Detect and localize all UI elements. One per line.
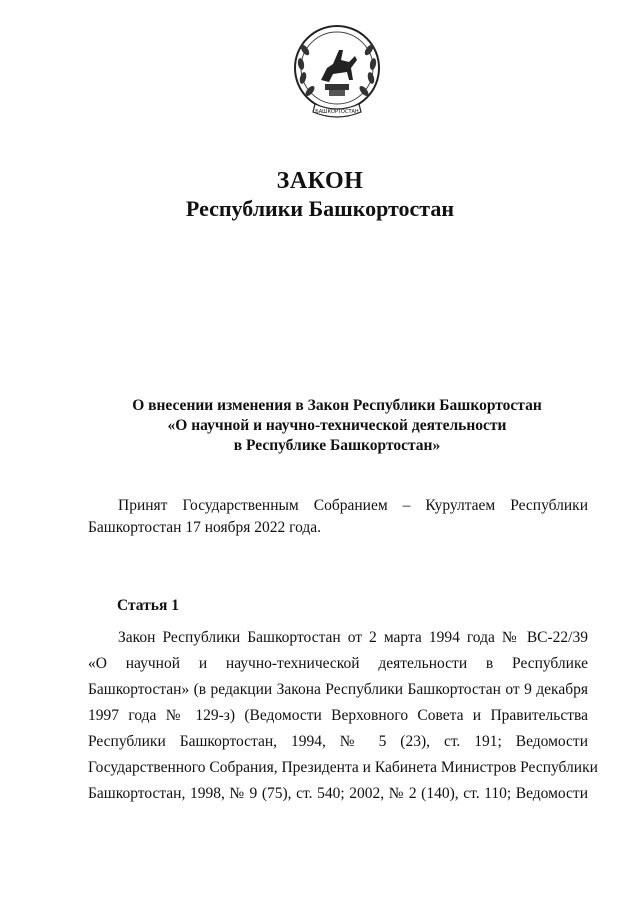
document-issuer-title: Республики Башкортостан <box>185 196 455 221</box>
adoption-line: Башкортостан 17 ноября 2022 года. <box>88 519 322 536</box>
article-line: Республики Башкортостан, 1994, № 5 (23), ст. 191; Ведомости <box>88 733 588 750</box>
law-subject <box>60 396 614 456</box>
adoption-line: Принят Государственным Собранием – Курултаем Республики <box>118 497 588 514</box>
document-type-title: ЗАКОН <box>276 168 364 194</box>
subject-line: О внесении изменения в Закон Республики Башкортостан <box>132 397 542 414</box>
subject-line: в Республике Башкортостан» <box>233 437 441 454</box>
article-line: 1997 года № 129-з) (Ведомости Верховного Совета и Правительства <box>88 707 588 724</box>
article-heading: Статья 1 <box>117 597 179 614</box>
article-line: Закон Республики Башкортостан от 2 марта 1994 года № ВС-22/39 <box>118 629 588 646</box>
article-line: Башкортостан, 1998, № 9 (75), ст. 540; 2002, № 2 (140), ст. 110; Ведомости <box>88 785 588 802</box>
article-body <box>88 625 598 807</box>
coat-of-arms-icon <box>293 20 381 132</box>
adoption-statement <box>88 495 588 539</box>
subject-line: «О научной и научно-технической деятельности <box>167 417 507 434</box>
article-line: Государственного Собрания, Президента и Кабинета Министров Республики <box>88 759 598 776</box>
emblem-ribbon-text: БАШКОРТОСТАН <box>315 109 359 115</box>
article-line: «О научной и научно-технической деятельности в Республике <box>88 655 588 672</box>
article-line: Башкортостан» (в редакции Закона Республики Башкортостан от 9 декабря <box>88 681 588 698</box>
